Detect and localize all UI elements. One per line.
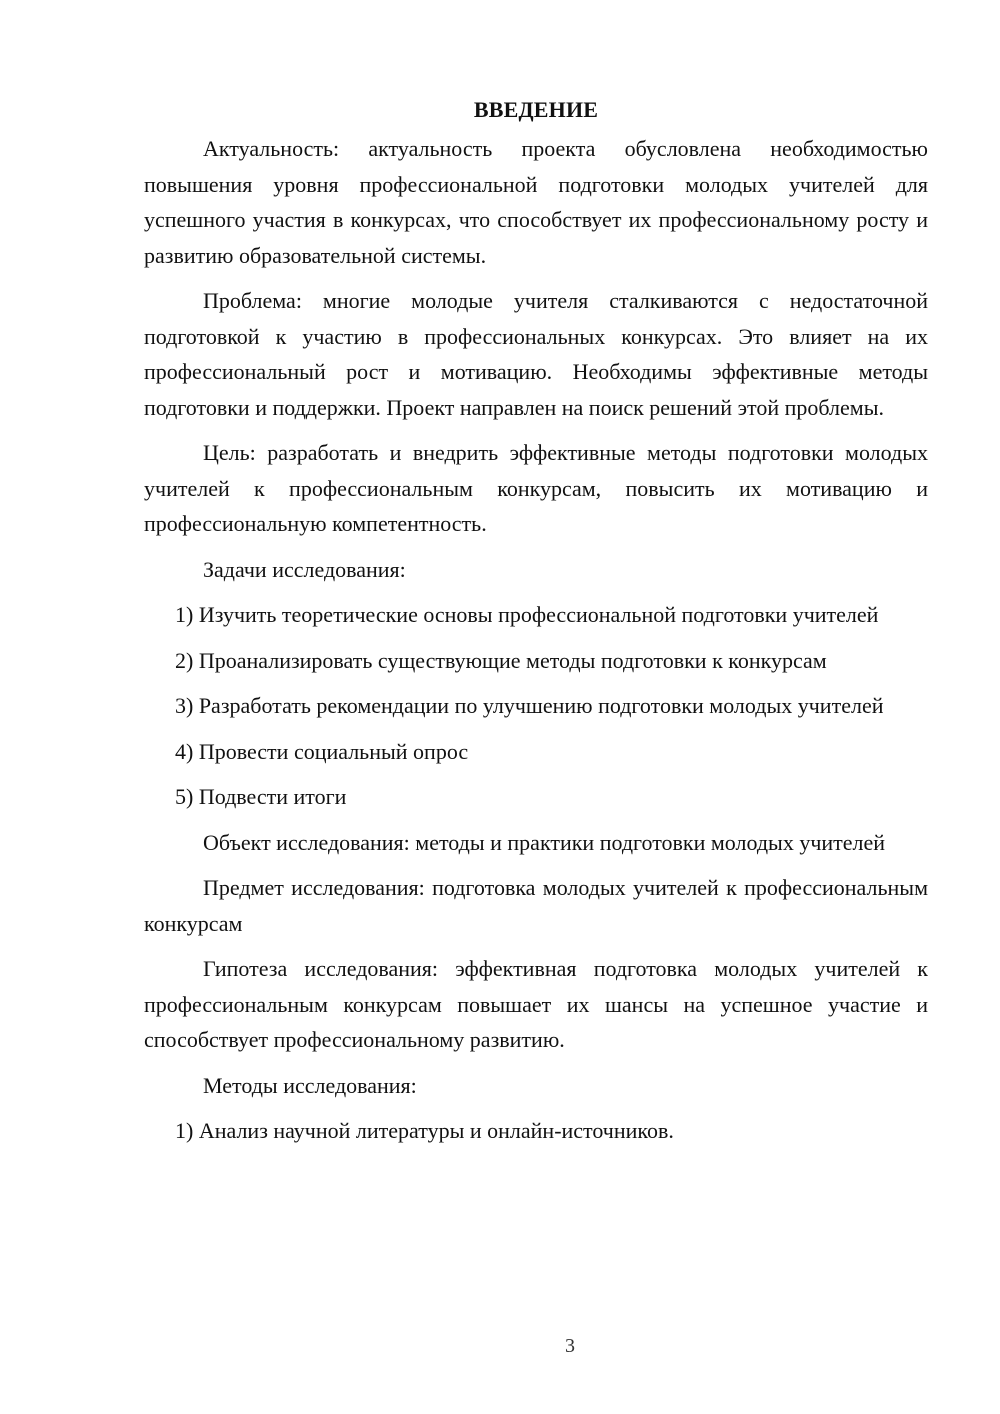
task-item-3: 3) Разработать рекомендации по улучшению подготовки молодых учителей [175, 693, 884, 718]
task-item-5: 5) Подвести итоги [175, 784, 347, 809]
task-item-4: 4) Провести социальный опрос [175, 738, 469, 764]
paragraph-problem: Проблема: многие молодые учителя сталкиваются с недостаточной подготовкой к участию в профессиональных конкурсах. Это влияет на их профессиональный рост и мотивацию. Необходимы эффективные методы подготовки и поддержки. Проект направлен на поиск решений этой проблемы. [144, 288, 928, 420]
tasks-title: Задачи исследования: [203, 556, 406, 582]
paragraph-subject: Предмет исследования: подготовка молодых учителей к профессиональным конкурсам [144, 875, 928, 936]
task-item-1: 1) Изучить теоретические основы профессиональной подготовки учителей [175, 602, 879, 627]
page-number: 3 [565, 1335, 575, 1357]
paragraph-goal: Цель: разработать и внедрить эффективные методы подготовки молодых учителей к профессиональным конкурсам, повысить их мотивацию и профессиональную компетентность. [144, 440, 928, 536]
methods-title: Методы исследования: [203, 1072, 417, 1098]
task-item-2: 2) Проанализировать существующие методы подготовки к конкурсам [175, 647, 827, 673]
page-content [144, 92, 928, 1159]
paragraph-object: Объект исследования: методы и практики подготовки молодых учителей [203, 829, 886, 855]
paragraph-hypothesis: Гипотеза исследования: эффективная подготовка молодых учителей к профессиональным конкурсам повышает их шансы на успешное участие и способствует профессиональному развитию. [144, 956, 928, 1052]
method-item-1: 1) Анализ научной литературы и онлайн-источников. [175, 1118, 674, 1143]
section-heading: ВВЕДЕНИЕ [473, 97, 599, 122]
paragraph-relevance: Актуальность: актуальность проекта обусловлена необходимостью повышения уровня профессиональной подготовки молодых учителей для успешного участия в конкурсах, что способствует их профессиональному росту и развитию образовательной системы. [144, 136, 928, 268]
